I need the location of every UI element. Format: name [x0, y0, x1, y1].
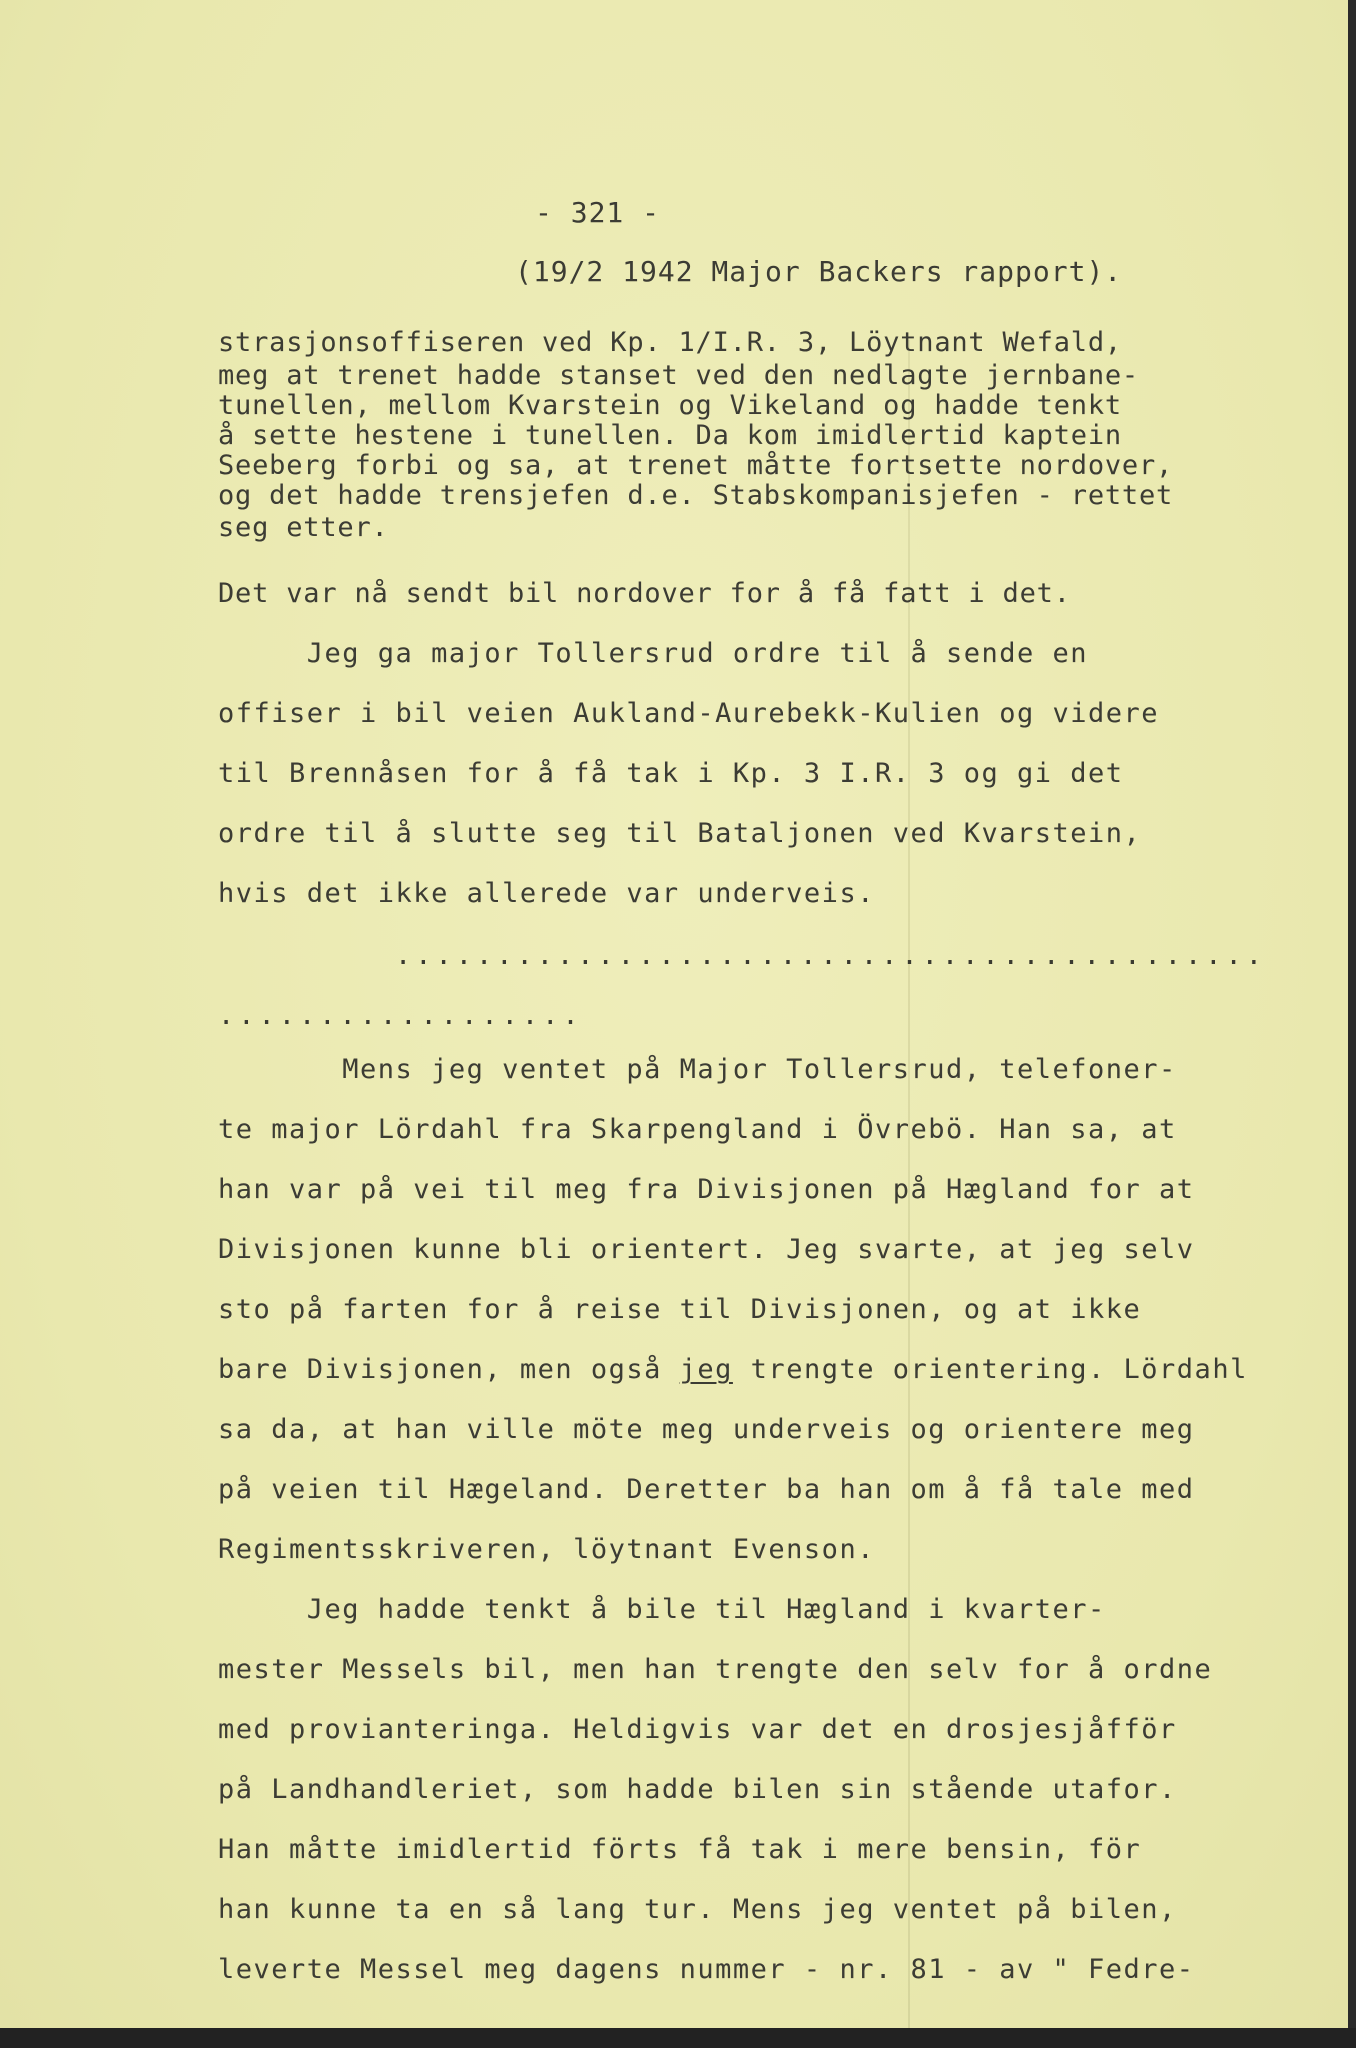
underlined-word: jeg: [679, 1354, 733, 1385]
text-line: meg at trenet hadde stanset ved den nedlagte jernbane-: [218, 360, 1139, 391]
text-line: te major Lördahl fra Skarpengland i Övrebö. Han sa, at: [218, 1114, 1177, 1145]
text-line: sa da, at han ville möte meg underveis og orientere meg: [218, 1414, 1195, 1445]
ellipsis-line: ..................: [218, 1000, 583, 1031]
text-line: Jeg hadde tenkt å bile til Hægland i kvarter-: [218, 1594, 1106, 1625]
text-line: mester Messels bil, men han trengte den selv for å ordne: [218, 1654, 1213, 1685]
text-line: Mens jeg ventet på Major Tollersrud, telefoner-: [218, 1054, 1177, 1085]
text-line: Regimentsskriveren, löytnant Evenson.: [218, 1534, 875, 1565]
text-line-with-underline: [218, 1354, 1248, 1385]
text-line: på veien til Hægeland. Deretter ba han om å få tale med: [218, 1474, 1195, 1505]
text-line: seg etter.: [218, 512, 389, 543]
ellipsis-line: ...........................................: [395, 940, 1266, 971]
text-line: strasjonsoffiseren ved Kp. 1/I.R. 3, Löytnant Wefald,: [218, 327, 1122, 358]
text-line: han var på vei til meg fra Divisjonen på Hægland for at: [218, 1174, 1195, 1205]
text-line: Jeg ga major Tollersrud ordre til å sende en: [218, 638, 1089, 669]
text-line: Seeberg forbi og sa, at trenet måtte fortsette nordover,: [218, 450, 1174, 481]
text-segment: trengte orientering. Lördahl: [732, 1354, 1248, 1385]
text-line: offiser i bil veien Aukland-Aurebekk-Kulien og videre: [218, 698, 1160, 729]
text-line: Divisjonen kunne bli orientert. Jeg svarte, at jeg selv: [218, 1234, 1195, 1265]
text-segment: bare Divisjonen, men også: [218, 1354, 680, 1385]
text-line: med provianteringa. Heldigvis var det en drosjesjåfför: [218, 1714, 1177, 1745]
scan-edge-bottom: [0, 2028, 1356, 2048]
text-line: ordre til å slutte seg til Bataljonen ved Kvarstein,: [218, 818, 1142, 849]
text-line: tunellen, mellom Kvarstein og Vikeland og hadde tenkt: [218, 390, 1122, 421]
text-line: og det hadde trensjefen d.e. Stabskompanisjefen - rettet: [218, 480, 1174, 511]
text-line: hvis det ikke allerede var underveis.: [218, 878, 875, 909]
scan-edge-right: [1348, 0, 1356, 2048]
document-header: (19/2 1942 Major Backers rapport).: [515, 255, 1123, 288]
text-line: å sette hestene i tunellen. Da kom imidlertid kaptein: [218, 420, 1122, 451]
text-line: Det var nå sendt bil nordover for å få fatt i det.: [218, 578, 1071, 609]
text-line: han kunne ta en så lang tur. Mens jeg ventet på bilen,: [218, 1894, 1177, 1925]
text-line: sto på farten for å reise til Divisjonen, og at ikke: [218, 1294, 1142, 1325]
text-line: på Landhandleriet, som hadde bilen sin stående utafor.: [218, 1774, 1177, 1805]
text-line: Han måtte imidlertid förts få tak i mere bensin, för: [218, 1834, 1142, 1865]
text-line: leverte Messel meg dagens nummer - nr. 81 - av " Fedre-: [218, 1954, 1195, 1985]
text-line: til Brennåsen for å få tak i Kp. 3 I.R. 3 og gi det: [218, 758, 1124, 789]
page-number: - 321 -: [535, 196, 661, 229]
